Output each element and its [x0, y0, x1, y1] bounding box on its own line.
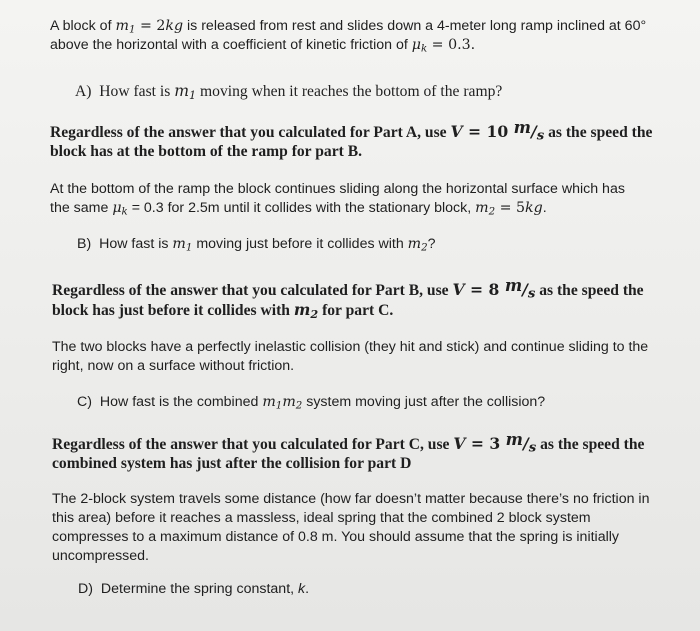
- math-m1: $m_1$: [172, 236, 193, 254]
- question-part-b: B) How fast is $m_1$ moving just before it collides with $m_2$?: [77, 236, 436, 254]
- math-m1m2: $m_1m_2$: [262, 394, 303, 412]
- question-part-a: A) How fast is $m_1$ moving when it reaches the bottom of the ramp?: [75, 82, 503, 102]
- question-part-c: C) How fast is the combined $m_1m_2$ system moving just after the collision?: [77, 394, 546, 412]
- part-c-label: C): [77, 394, 92, 410]
- note-part-a: Regardless of the answer that you calculated for Part A, use V = 10 m/s as the speed the block has at the bottom of the ramp for part B.: [50, 117, 653, 160]
- paragraph-part-b: At the bottom of the ramp the block continues sliding along the horizontal surface which has the same $\mu_k = 0.3$ for 2.5m until it collides with the stationary block, $m_2 = 5kg$.: [50, 181, 625, 218]
- note-part-c: Regardless of the answer that you calculated for Part C, use V = 3 m/s as the speed the combined system has just after the collision for part D: [52, 429, 645, 472]
- unit-m-per-s: m/s: [513, 117, 545, 144]
- unit-m-per-s: m/s: [505, 429, 537, 456]
- math-m1: $m_1$: [174, 82, 197, 102]
- math-mu-k: $\mu_k$: [112, 200, 128, 218]
- math-m2: $m_2$: [407, 236, 428, 254]
- intro-line-1: A block of $m_1 = 2kg$ is released from rest and slides down a 4-meter long ramp inclined at 60°: [50, 18, 647, 36]
- math-m2: $m_2$: [293, 300, 319, 321]
- part-a-label: A): [75, 83, 92, 100]
- part-d-label: D): [78, 581, 93, 597]
- paragraph-part-d: The 2-block system travels some distance (how far doesn’t matter because there’s no friction in this area) before it reaches a massless, ideal spring that the combined 2 block system compresses to a maximum distance of 0.8 m. You should assume that the spring is initially uncompressed.: [52, 491, 650, 564]
- question-part-d: D) Determine the spring constant, k.: [78, 581, 310, 597]
- unit-m-per-s: m/s: [504, 275, 536, 302]
- math-mu-k: $\mu_k$: [411, 37, 428, 55]
- intro-paragraph: [50, 17, 646, 55]
- math-m1: $m_1$: [115, 18, 136, 36]
- intro-line-2: above the horizontal with a coefficient of kinetic friction of $\mu_k = 0.3$.: [50, 37, 476, 55]
- part-b-label: B): [77, 236, 92, 252]
- note-part-b: Regardless of the answer that you calculated for Part B, use V = 8 m/s as the speed the block has just before it collides with $m_2$ for part C.: [52, 275, 644, 321]
- paragraph-part-c: The two blocks have a perfectly inelastic collision (they hit and stick) and continue sliding to the right, now on a surface without friction.: [52, 339, 649, 374]
- math-m2: $m_2$: [475, 200, 496, 218]
